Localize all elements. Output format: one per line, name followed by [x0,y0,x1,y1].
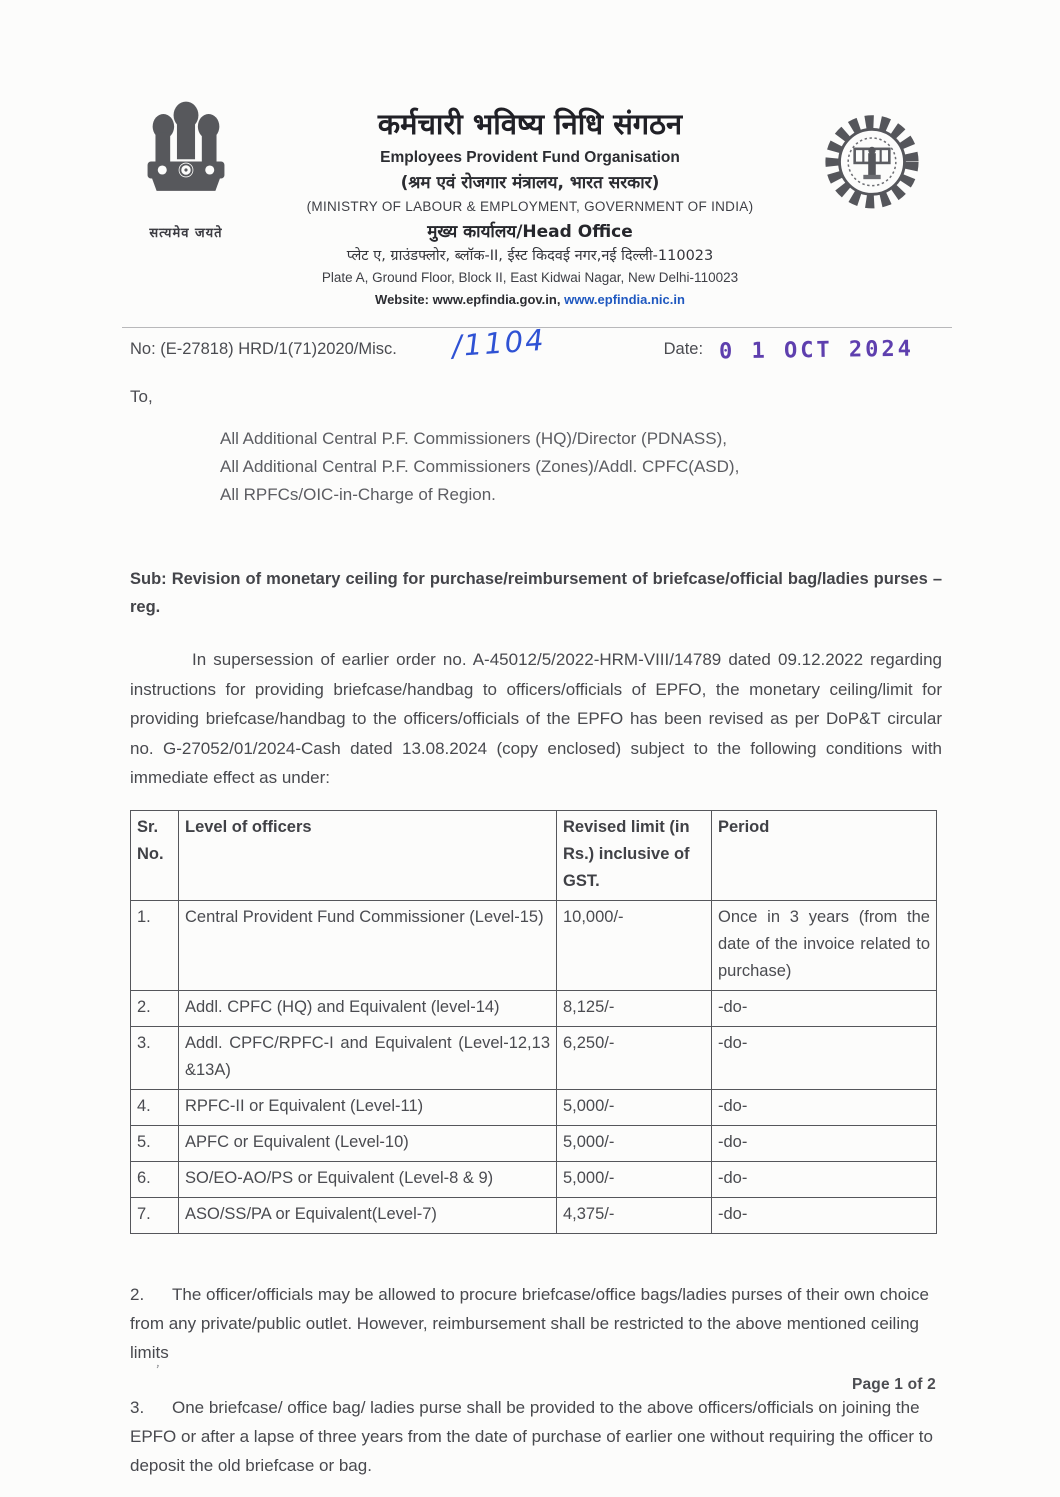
website-url-2: www.epfindia.nic.in [564,292,685,307]
salutation: To, [130,387,153,406]
table-row [131,990,937,1026]
limits-table-body [131,900,937,1233]
recipient-list [130,425,942,509]
table-cell: 3. [131,1026,179,1089]
date-stamp: 0 1 OCT 2024 [718,336,915,365]
table-cell: APFC or Equivalent (Level-10) [179,1125,557,1161]
table-cell: Central Provident Fund Commissioner (Level-15) [179,900,557,990]
table-cell: 6. [131,1161,179,1197]
table-cell: 7. [131,1197,179,1233]
date-block [663,336,942,365]
table-cell: 1. [131,900,179,990]
head-office-line: मुख्य कार्यालय/Head Office [427,222,633,242]
table-row [131,900,937,990]
website-label: Website: [375,292,429,307]
table-cell: ASO/SS/PA or Equivalent(Level-7) [179,1197,557,1233]
table-row [131,1161,937,1197]
table-cell: RPFC-II or Equivalent (Level-11) [179,1089,557,1125]
monetary-ceiling-table [130,810,937,1234]
handwritten-dispatch-number: /1104 [450,322,547,364]
table-cell: -do- [712,1161,937,1197]
table-row [131,1125,937,1161]
table-cell: 4. [131,1089,179,1125]
letterhead [200,104,860,310]
letter-body [130,322,942,1480]
table-cell: -do- [712,1125,937,1161]
table-header-level: Level of officers [179,810,557,900]
body-paragraph-1: In supersession of earlier order no. A-45012/5/2022-HRM-VIII/14789 dated 09.12.2022 regarding instructions for providing briefcase/handbag to officers/officials of EPFO, the monetary ceiling/limit for providing briefcase/handbag to the officers/officials of the EPFO has been revised as per DoP&T circular no. G-27052/01/2024-Cash dated 13.08.2024 (copy enclosed) subject to the following conditions with immediate effect as under: [130,650,942,787]
date-label: Date: [663,340,704,358]
website-url-1: www.epfindia.gov.in, [432,292,561,307]
website-line [200,290,860,310]
table-row [131,1026,937,1089]
table-cell: Addl. CPFC/RPFC-I and Equivalent (Level-12,13 &13A) [179,1026,557,1089]
table-cell: SO/EO-AO/PS or Equivalent (Level-8 & 9) [179,1161,557,1197]
ministry-english: (MINISTRY OF LABOUR & EMPLOYMENT, GOVERNMENT OF INDIA) [306,199,754,214]
table-cell: -do- [712,1197,937,1233]
table-cell: 10,000/- [557,900,712,990]
scan-artifact: ’ [152,1361,161,1380]
page-indicator: Page 1 of 2 [851,1376,936,1393]
org-name-hindi: कर्मचारी भविष्य निधि संगठन [377,107,683,141]
body-paragraph-2 [130,1280,942,1367]
recipient-line: All Additional Central P.F. Commissioners (Zones)/Addl. CPFC(ASD), [220,457,740,476]
table-cell: 4,375/- [557,1197,712,1233]
recipient-line: All RPFCs/OIC-in-Charge of Region. [220,485,496,504]
paragraph-text: One briefcase/ office bag/ ladies purse shall be provided to the above officers/officials on joining the EPFO or after a lapse of three years from the date of purchase of earlier one without requiring the officer to deposit the old briefcase or bag. [130,1397,933,1475]
address-hindi: प्लेट ए, ग्राउंडफ्लोर, ब्लॉक-II, ईस्ट किदवई नगर,नई दिल्ली-110023 [346,248,714,264]
table-cell: -do- [712,1026,937,1089]
reference-number: No: (E-27818) HRD/1(71)2020/Misc. [130,340,397,358]
table-cell: 8,125/- [557,990,712,1026]
table-cell: Addl. CPFC (HQ) and Equivalent (level-14) [179,990,557,1026]
table-row [131,1197,937,1233]
emblem-caption: सत्यमेव जयते [149,226,223,241]
org-name-english: Employees Provident Fund Organisation [380,149,680,166]
table-cell: 5. [131,1125,179,1161]
paragraph-number: 2. [130,1284,145,1304]
table-cell: 6,250/- [557,1026,712,1089]
reference-row [130,322,942,365]
body-paragraph-3 [130,1393,942,1480]
table-row [131,1089,937,1125]
table-cell: -do- [712,990,937,1026]
subject-line: Sub: Revision of monetary ceiling for purchase/reimbursement of briefcase/official bag/ladies purses – reg. [130,570,942,616]
table-cell: 2. [131,990,179,1026]
table-header-period: Period [712,810,937,900]
table-header-sr-no: Sr. No. [131,810,179,900]
address-english: Plate A, Ground Floor, Block II, East Kidwai Nagar, New Delhi-110023 [321,270,739,285]
table-cell: 5,000/- [557,1161,712,1197]
table-cell: -do- [712,1089,937,1125]
table-header-row [131,810,937,900]
table-cell: 5,000/- [557,1125,712,1161]
table-header-limit: Revised limit (in Rs.) inclusive of GST. [557,810,712,900]
table-cell: Once in 3 years (from the date of the invoice related to purchase) [712,900,937,990]
ministry-hindi: (श्रम एवं रोजगार मंत्रालय, भारत सरकार) [400,173,660,193]
table-cell: 5,000/- [557,1089,712,1125]
recipient-line: All Additional Central P.F. Commissioners (HQ)/Director (PDNASS), [220,429,727,448]
paragraph-text: The officer/officials may be allowed to procure briefcase/office bags/ladies purses of their own choice from any private/public outlet. However, reimbursement shall be restricted to the above mentioned ceiling limits [130,1284,929,1362]
paragraph-number: 3. [130,1397,145,1417]
